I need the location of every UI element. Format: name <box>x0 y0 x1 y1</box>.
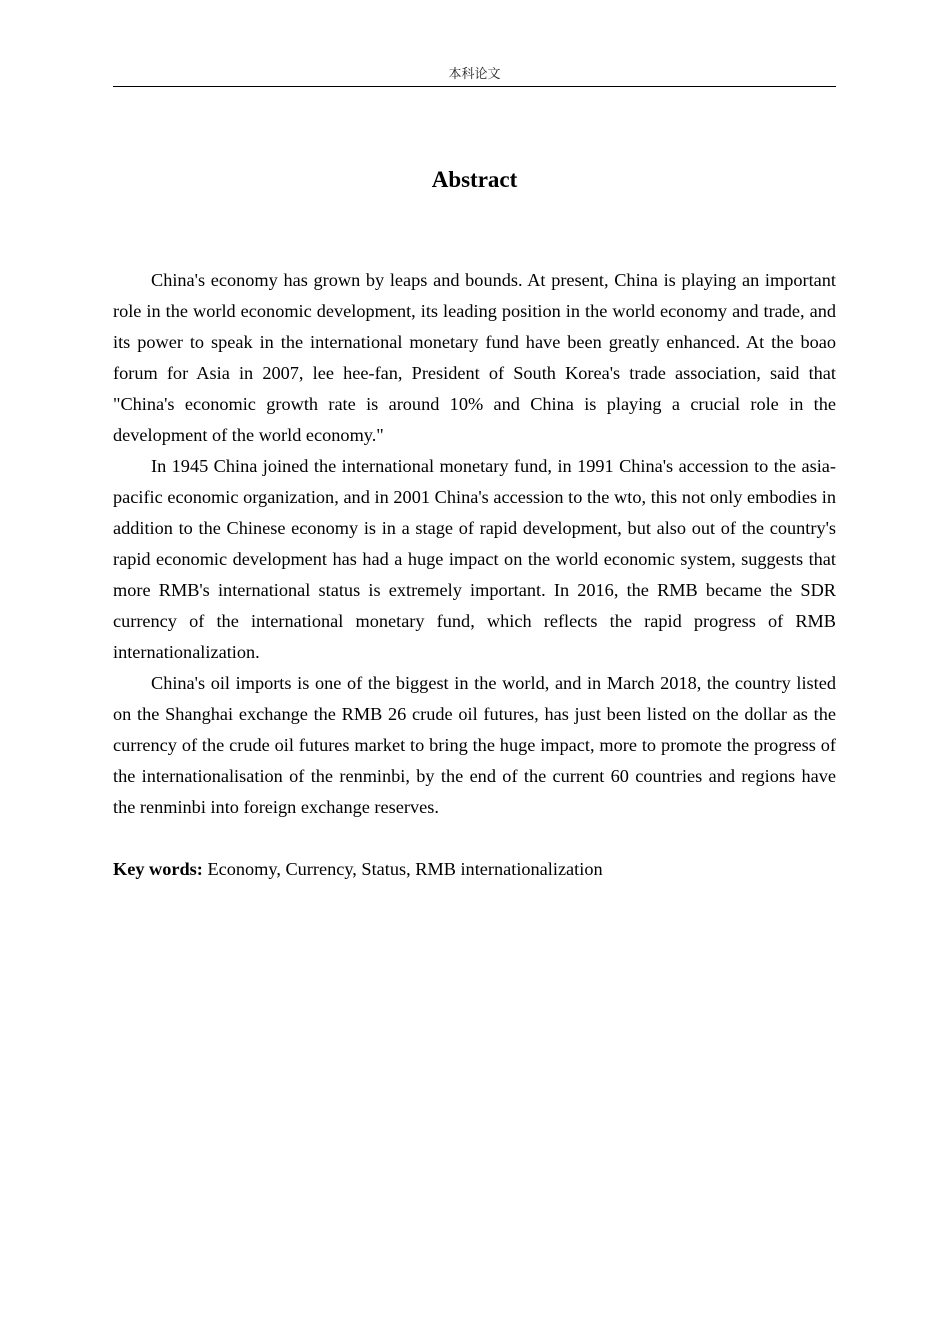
abstract-title: Abstract <box>431 167 518 192</box>
keywords-label: Key words: <box>113 859 203 879</box>
running-header-title: 本科论文 <box>448 67 501 82</box>
page-header <box>113 66 836 87</box>
abstract-paragraph-3: China's oil imports is one of the biggest in the world, and in March 2018, the country listed on the Shanghai exchange the RMB 26 crude oil futures, has just been listed on the dollar as the currency of the crude oil futures market to bring the huge impact, more to promote the progress of the internationalisation of the renminbi, by the end of the current 60 countries and regions have the renminbi into foreign exchange reserves. <box>113 673 836 817</box>
abstract-paragraph-1: China's economy has grown by leaps and bounds. At present, China is playing an important role in the world economic development, its leading position in the world economy and trade, and its power to speak in the international monetary fund have been greatly enhanced. At the boao forum for Asia in 2007, lee hee-fan, President of South Korea's trade association, said that "China's economic growth rate is around 10% and China is playing a crucial role in the development of the world economy." <box>113 270 836 445</box>
abstract-body <box>113 265 836 823</box>
abstract-paragraph-2: In 1945 China joined the international monetary fund, in 1991 China's accession to the asia-pacific economic organization, and in 2001 China's accession to the wto, this not only embodies in addition to the Chinese economy is in a stage of rapid development, but also out of the country's rapid economic development has had a huge impact on the world economic system, suggests that more RMB's international status is extremely important. In 2016, the RMB became the SDR currency of the international monetary fund, which reflects the rapid progress of RMB internationalization. <box>113 456 836 662</box>
keywords-value: Economy, Currency, Status, RMB internationalization <box>202 859 603 879</box>
keywords-line <box>113 854 836 885</box>
